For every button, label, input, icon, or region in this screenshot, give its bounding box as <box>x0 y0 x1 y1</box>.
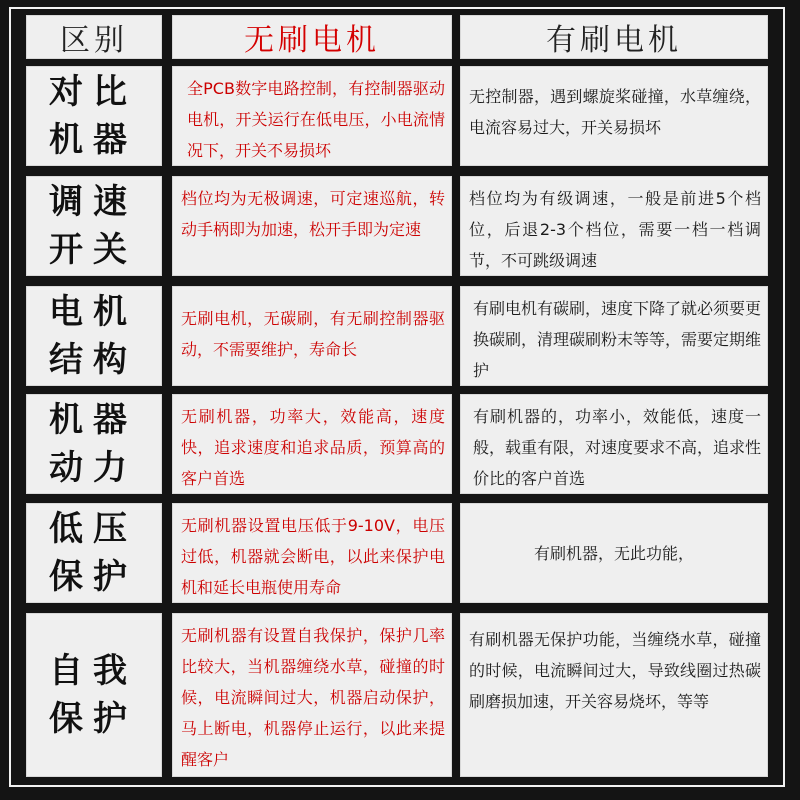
header-brushless-label: 无刷电机 <box>244 23 380 58</box>
row-label-cell <box>26 176 162 276</box>
row-label: 自我保护 <box>49 651 137 739</box>
row-label: 调速开关 <box>49 182 137 270</box>
header-cell-brushed <box>460 15 768 59</box>
row-label-cell <box>26 503 162 603</box>
row-label: 电机结构 <box>49 292 137 380</box>
brushed-cell: 有刷机器无保护功能，当缠绕水草，碰撞的时候，电流瞬间过大，导致线圈过热碳刷磨损加速，开关容易烧坏，等等 <box>460 613 768 777</box>
brushless-cell: 无刷电机，无碳刷，有无刷控制器驱动，不需要维护，寿命长 <box>172 286 452 386</box>
brushed-cell-text: 有刷机器，无此功能， <box>533 543 694 563</box>
header-difference-label: 区别 <box>60 23 128 58</box>
row-label: 机器动力 <box>49 400 137 488</box>
brushed-cell: 档位均为有级调速，一般是前进5个档位，后退2-3个档位，需要一档一档调节，不可跳级调速 <box>460 176 768 276</box>
header-brushed-label: 有刷电机 <box>546 23 682 58</box>
brushed-cell <box>460 503 768 603</box>
brushless-cell: 档位均为无极调速，可定速巡航，转动手柄即为加速，松开手即为定速 <box>172 176 452 276</box>
row-label-cell <box>26 613 162 777</box>
row-label-cell <box>26 286 162 386</box>
row-label: 对比机器 <box>49 72 137 160</box>
header-cell-brushless <box>172 15 452 59</box>
brushed-cell: 无控制器，遇到螺旋桨碰撞，水草缠绕，电流容易过大，开关易损坏 <box>460 66 768 166</box>
row-label: 低压保护 <box>49 509 137 597</box>
brushless-cell: 无刷机器有设置自我保护，保护几率比较大，当机器缠绕水草，碰撞的时候，电流瞬间过大，机器启动保护，马上断电，机器停止运行，以此来提醒客户 <box>172 613 452 777</box>
row-label-cell <box>26 66 162 166</box>
brushed-cell: 有刷机器的，功率小，效能低，速度一般，载重有限，对速度要求不高，追求性价比的客户首选 <box>460 394 768 494</box>
brushed-cell: 有刷电机有碳刷，速度下降了就必须要更换碳刷，清理碳刷粉末等等，需要定期维护 <box>460 286 768 386</box>
brushless-cell: 无刷机器，功率大，效能高，速度快，追求速度和追求品质，预算高的客户首选 <box>172 394 452 494</box>
brushless-cell: 全PCB数字电路控制，有控制器驱动电机，开关运行在低电压，小电流情况下，开关不易损坏 <box>172 66 452 166</box>
brushless-cell: 无刷机器设置电压低于9-10V，电压过低，机器就会断电，以此来保护电机和延长电瓶使用寿命 <box>172 503 452 603</box>
row-label-cell <box>26 394 162 494</box>
header-cell-difference <box>26 15 162 59</box>
